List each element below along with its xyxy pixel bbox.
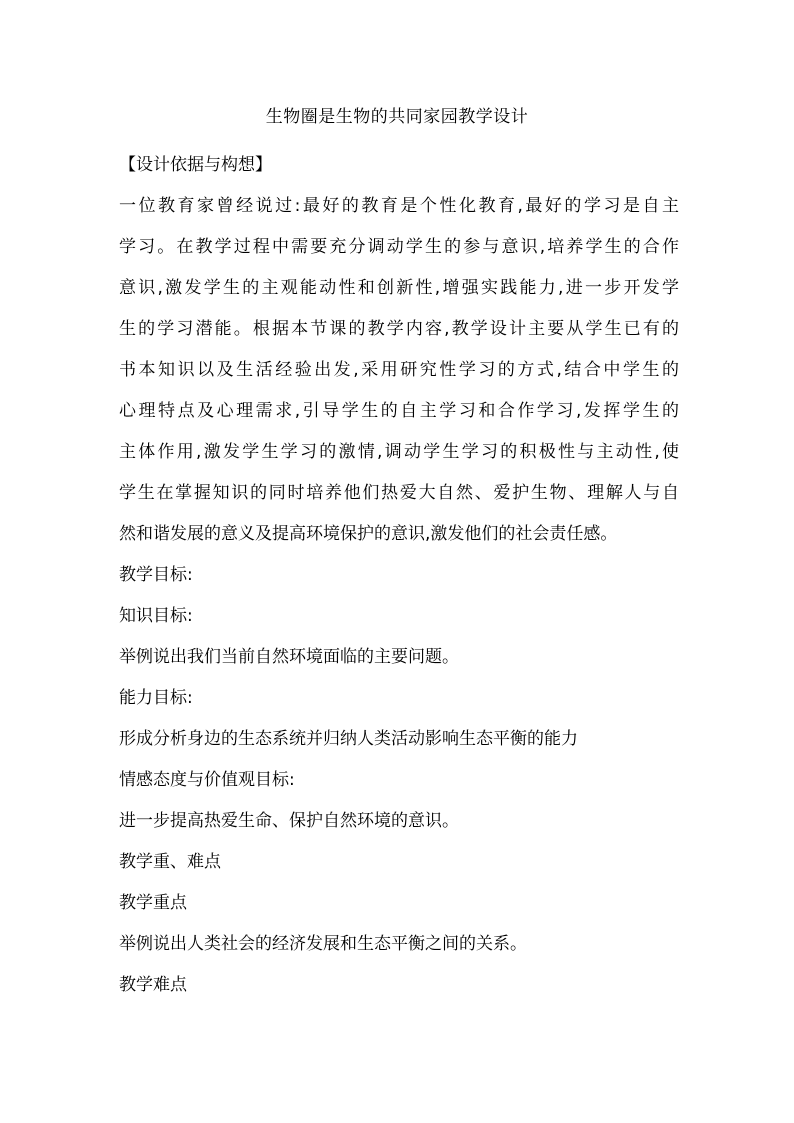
design-basis-paragraph <box>119 186 679 555</box>
paragraph-line: 意识,激发学生的主观能动性和创新性,增强实践能力,进一步开发学 <box>119 278 679 298</box>
paragraph-line: 学习。在教学过程中需要充分调动学生的参与意识,培养学生的合作 <box>119 237 679 257</box>
heading-ability-objective: 能力目标: <box>119 688 193 708</box>
heading-teaching-objectives: 教学目标: <box>119 565 193 585</box>
heading-key-point: 教学重点 <box>119 893 187 913</box>
document-title: 生物圈是生物的共同家园教学设计 <box>265 107 529 127</box>
paragraph-line: 然和谐发展的意义及提高环境保护的意识,激发他们的社会责任感。 <box>119 524 618 544</box>
ability-objective-text: 形成分析身边的生态系统并归纳人类活动影响生态平衡的能力 <box>119 729 578 749</box>
emotion-objective-text: 进一步提高热爱生命、保护自然环境的意识。 <box>119 811 459 831</box>
document-body <box>119 145 679 1006</box>
heading-knowledge-objective: 知识目标: <box>119 606 193 626</box>
paragraph-line: 生的学习潜能。根据本节课的教学内容,教学设计主要从学生已有的 <box>119 319 679 339</box>
section-heading-design-basis: 【设计依据与构想】 <box>119 155 272 175</box>
heading-emotion-objective: 情感态度与价值观目标: <box>119 770 295 790</box>
heading-difficult-point: 教学难点 <box>119 975 187 995</box>
key-point-text: 举例说出人类社会的经济发展和生态平衡之间的关系。 <box>119 934 527 954</box>
paragraph-line: 学生在掌握知识的同时培养他们热爱大自然、爱护生物、理解人与自 <box>119 483 679 503</box>
paragraph-line: 心理特点及心理需求,引导学生的自主学习和合作学习,发挥学生的 <box>119 401 679 421</box>
heading-key-and-difficult-points: 教学重、难点 <box>119 852 221 872</box>
paragraph-line: 书本知识以及生活经验出发,采用研究性学习的方式,结合中学生的 <box>119 360 679 380</box>
paragraph-line: 一位教育家曾经说过:最好的教育是个性化教育,最好的学习是自主 <box>119 196 679 216</box>
knowledge-objective-text: 举例说出我们当前自然环境面临的主要问题。 <box>119 647 459 667</box>
paragraph-line: 主体作用,激发学生学习的激情,调动学生学习的积极性与主动性,使 <box>119 442 679 462</box>
